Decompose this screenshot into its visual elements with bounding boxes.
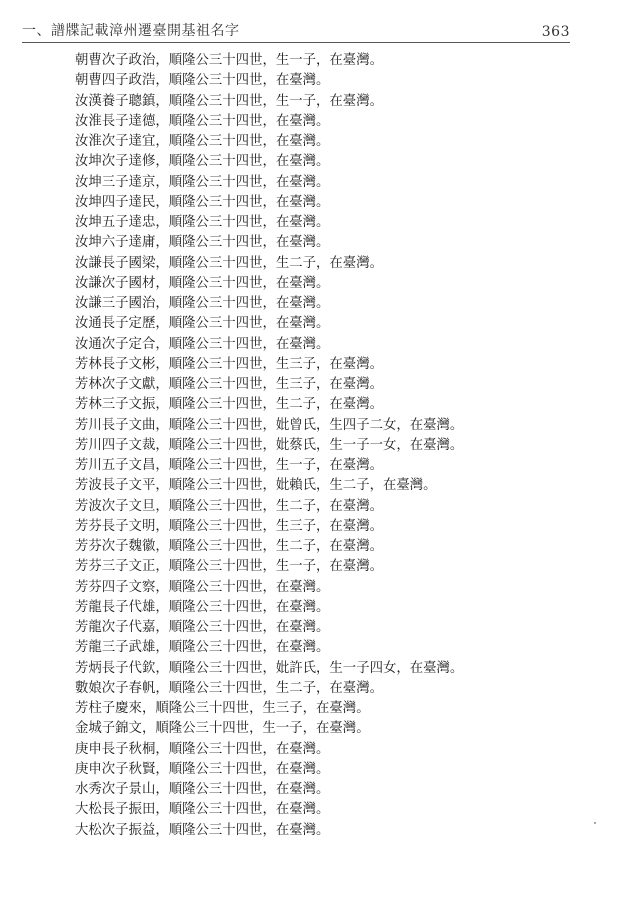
genealogy-entry: 芳芬四子文察，順隆公三十四世，在臺灣。: [75, 579, 330, 595]
genealogy-entry: 水秀次子景山，順隆公三十四世，在臺灣。: [75, 782, 330, 797]
genealogy-entry: 汝謙次子國材，順隆公三十四世，在臺灣。: [75, 275, 330, 291]
genealogy-entry: 芳芬三子文正，順隆公三十四世，生一子，在臺灣。: [75, 559, 383, 575]
page-number: 363: [541, 24, 570, 40]
genealogy-entry: 芳炳長子代欽，順隆公三十四世，妣許氏，生一子四女，在臺灣。: [75, 660, 464, 676]
genealogy-entry: 汝通長子定歷，順隆公三十四世，在臺灣。: [75, 316, 330, 332]
genealogy-entry: 芳龍次子代嘉，順隆公三十四世，在臺灣。: [75, 620, 330, 635]
genealogy-entry: 數娘次子春帆，順隆公三十四世，生二子，在臺灣。: [75, 680, 383, 696]
genealogy-entry: 芳芬次子魏徽，順隆公三十四世，生二子，在臺灣。: [75, 539, 383, 554]
genealogy-entry: 金城子錦文，順隆公三十四世，生一子，在臺灣。: [75, 721, 370, 737]
genealogy-entry: 庚申長子秋桐，順隆公三十四世，在臺灣。: [75, 741, 330, 757]
genealogy-entry: 汝坤三子達京，順隆公三十四世，在臺灣。: [75, 174, 330, 190]
genealogy-entry: 汝通次子定合，順隆公三十四世，在臺灣。: [75, 336, 330, 352]
genealogy-entry: 大松長子振田，順隆公三十四世，在臺灣。: [75, 802, 330, 818]
section-title: 一、譜牒記載漳州遷臺開基祖名字: [22, 23, 240, 39]
genealogy-entry: 汝坤次子達修，順隆公三十四世，在臺灣。: [75, 154, 330, 170]
genealogy-entry: 芳川五子文昌，順隆公三十四世，生一子，在臺灣。: [75, 458, 383, 473]
genealogy-entry: 芳林三子文振，順隆公三十四世，生二子，在臺灣。: [75, 397, 383, 413]
genealogy-entry: 汝淮次子達宜，順隆公三十四世，在臺灣。: [75, 134, 330, 149]
genealogy-entry-list: [75, 51, 463, 841]
genealogy-entry: 芳波長子文平，順隆公三十四世，妣賴氏，生二子，在臺灣。: [75, 478, 437, 494]
scan-speck: [594, 822, 596, 824]
genealogy-entry: 汝坤六子達庸，順隆公三十四世，在臺灣。: [75, 235, 330, 251]
genealogy-entry: 庚申次子秋賢，順隆公三十四世，在臺灣。: [75, 761, 330, 777]
genealogy-entry: 芳林次子文獻，順隆公三十四世，生三子，在臺灣。: [75, 377, 383, 392]
genealogy-entry: 汝漢養子聰鎮，順隆公三十四世，生一子，在臺灣。: [75, 93, 383, 109]
genealogy-entry: 汝淮長子達德，順隆公三十四世，在臺灣。: [75, 113, 330, 129]
genealogy-entry: 大松次子振益，順隆公三十四世，在臺灣。: [75, 822, 330, 838]
genealogy-entry: 汝坤五子達忠，順隆公三十四世，在臺灣。: [75, 215, 330, 230]
genealogy-entry: 汝謙三子國治，順隆公三十四世，在臺灣。: [75, 296, 330, 311]
genealogy-entry: 芳林長子文彬，順隆公三十四世，生三子，在臺灣。: [75, 356, 383, 372]
genealogy-entry: 芳川長子文曲，順隆公三十四世，妣曾氏，生四子二女，在臺灣。: [75, 417, 464, 433]
genealogy-entry: 芳柱子慶來，順隆公三十四世，生三子，在臺灣。: [75, 701, 370, 716]
genealogy-entry: 汝謙長子國梁，順隆公三十四世，生二子，在臺灣。: [75, 255, 383, 271]
header-rule: [22, 42, 570, 43]
genealogy-entry: 芳龍長子代雄，順隆公三十四世，在臺灣。: [75, 599, 330, 615]
genealogy-entry: 朝曹次子政治，順隆公三十四世，生一子，在臺灣。: [75, 53, 383, 68]
running-header: [22, 20, 570, 40]
genealogy-entry: 芳龍三子武雄，順隆公三十四世，在臺灣。: [75, 640, 330, 656]
genealogy-entry: 芳川四子文裁，順隆公三十四世，妣蔡氏，生一子一女，在臺灣。: [75, 437, 464, 453]
genealogy-entry: 朝曹四子政浩，順隆公三十四世，在臺灣。: [75, 73, 330, 89]
genealogy-entry: 芳芬長子文明，順隆公三十四世，生三子，在臺灣。: [75, 518, 383, 534]
genealogy-entry: 芳波次子文旦，順隆公三十四世，生二子，在臺灣。: [75, 498, 383, 514]
genealogy-entry: 汝坤四子達民，順隆公三十四世，在臺灣。: [75, 194, 330, 210]
